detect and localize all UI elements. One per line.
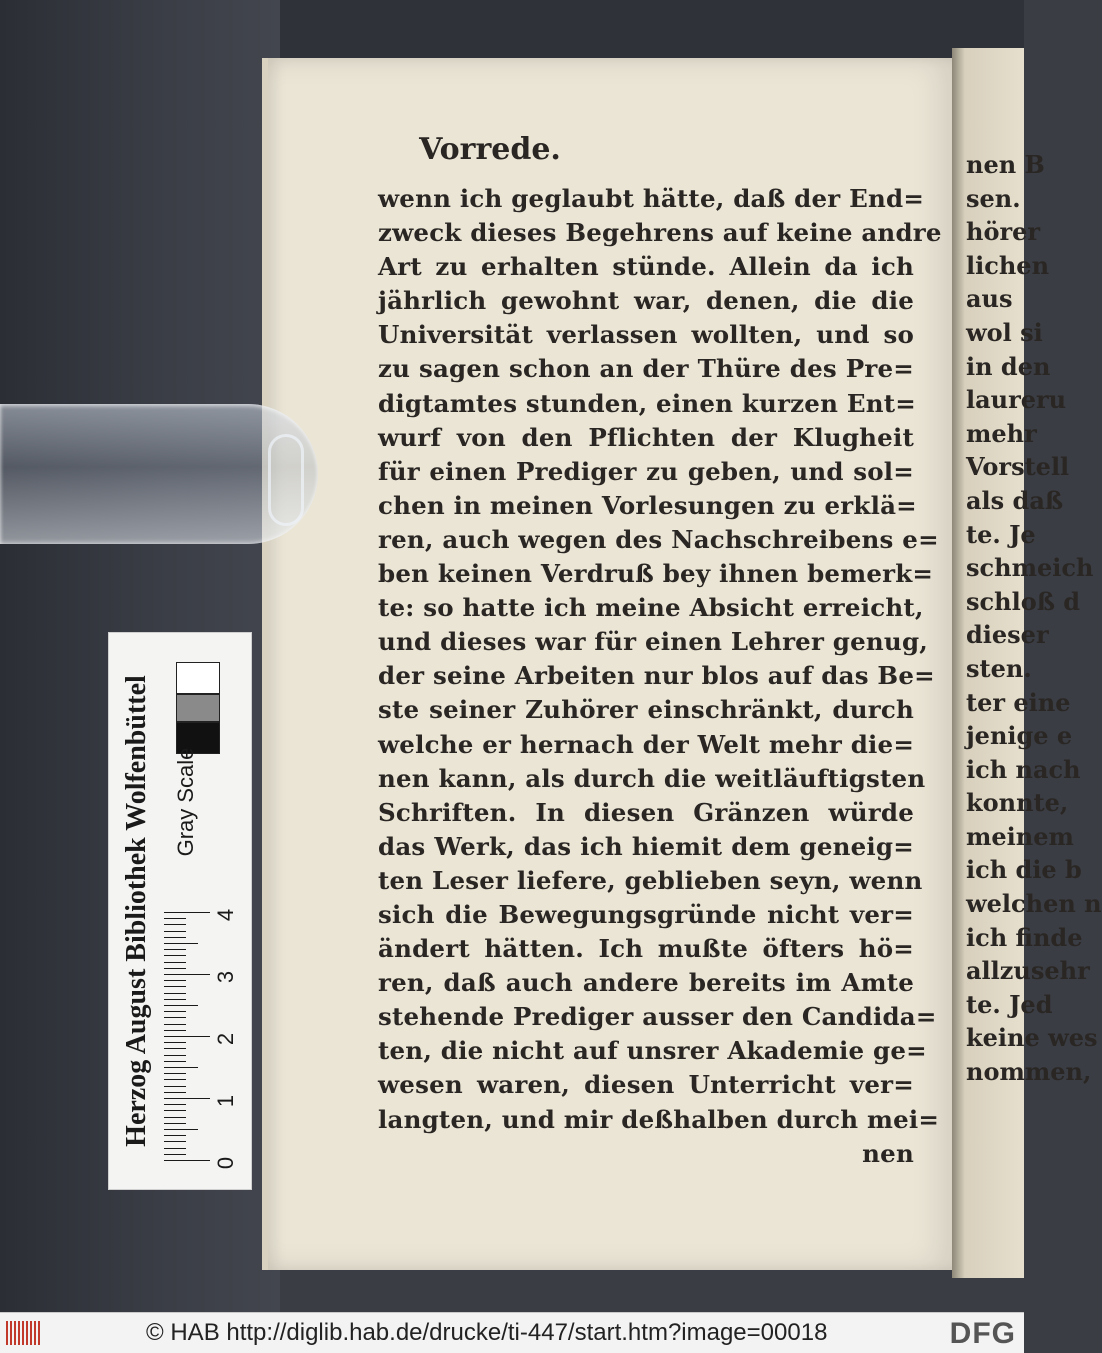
text-line: ren, daß auch andere bereits im Amte [378, 968, 914, 998]
adjacent-text-fragment: als daß [966, 485, 1064, 515]
adjacent-page [952, 48, 1102, 1278]
adjacent-text-fragment: welchen n [966, 889, 1102, 919]
ruler-tick [164, 1098, 210, 1099]
ruler-tick [164, 949, 186, 950]
gray-scale-label: Gray Scale [173, 747, 198, 857]
adjacent-text-fragment: schmeich [966, 553, 1094, 583]
adjacent-text-fragment: in den [966, 351, 1051, 381]
text-line: ten Leser liefere, geblieben seyn, wenn [378, 865, 923, 895]
adjacent-text-fragment: Vorstell [966, 452, 1070, 482]
text-line: Schriften. In diesen Gränzen würde [378, 797, 914, 827]
footer-bar [0, 1312, 1024, 1353]
white-swatch [176, 662, 220, 694]
text-line: zu sagen schon an der Thüre des Pre= [378, 354, 914, 384]
ruler-tick [164, 955, 186, 956]
adjacent-text-fragment: ich finde [966, 922, 1083, 952]
adjacent-text-fragment: sten. [966, 653, 1032, 683]
text-line: welche er hernach der Welt mehr die= [378, 729, 915, 759]
ruler-number: 1 [213, 1094, 238, 1108]
adjacent-text-fragment: ter eine [966, 687, 1071, 717]
ruler-tick [164, 1030, 186, 1031]
adjacent-text-fragment: wol si [966, 317, 1043, 347]
adjacent-text-fragment: sen. [966, 183, 1021, 213]
text-line: wenn ich geglaubt hätte, daß der End= [378, 184, 925, 213]
adjacent-text-fragment: keine wes [966, 1023, 1098, 1053]
ruler-tick [164, 1135, 186, 1136]
ruler-number: 4 [213, 908, 238, 922]
text-line: langten, und mir deßhalben durch mei= [378, 1104, 940, 1134]
text-line: te: so hatte ich meine Absicht erreicht, [378, 593, 924, 623]
text-line: chen in meinen Vorlesungen zu erklä= [378, 490, 917, 520]
page-body [378, 182, 942, 1171]
ruler-tick [164, 993, 186, 994]
ruler-tick [164, 1092, 186, 1093]
copyright-url[interactable]: © HAB http://diglib.hab.de/drucke/ti-447/start.htm?image=00018 [146, 1319, 828, 1346]
ruler-tick [164, 924, 186, 925]
text-line: der seine Arbeiten nur blos auf das Be= [378, 661, 935, 691]
ruler-tick [164, 1073, 186, 1074]
library-name: Herzog August Bibliothek Wolfenbüttel [121, 675, 152, 1147]
text-line: nen [862, 1138, 914, 1168]
ruler-number: 2 [213, 1032, 238, 1046]
ruler-tick [164, 974, 210, 975]
text-line: ren, auch wegen des Nachschreibens e= [378, 524, 939, 554]
ruler-tick [164, 1086, 186, 1087]
text-line: sich die Bewegungsgründe nicht ver= [378, 899, 914, 929]
ruler-tick [164, 1005, 198, 1006]
ruler-tick [164, 1141, 186, 1142]
adjacent-text-fragment: konnte, [966, 788, 1069, 818]
text-line: ten, die nicht auf unsrer Akademie ge= [378, 1036, 927, 1066]
ruler-tick [164, 968, 186, 969]
text-line: Universität verlassen wollten, und so [378, 320, 914, 350]
heading-text: Vorrede. [419, 132, 561, 167]
text-line: ben keinen Verdruß bey ihnen bemerk= [378, 559, 934, 589]
ruler-tick [164, 937, 186, 938]
ruler-tick [164, 1011, 186, 1012]
text-line: wurf von den Pflichten der Klugheit [378, 422, 914, 452]
adjacent-text-fragment: aus [966, 284, 1013, 314]
gray-swatch [176, 694, 220, 722]
ruler-tick [164, 943, 198, 944]
ruler-tick [164, 1160, 210, 1161]
adjacent-text-fragment: ich die b [966, 855, 1082, 885]
dfg-logo: DFG [949, 1317, 1016, 1350]
page-heading [0, 132, 1024, 167]
ruler-tick [164, 1042, 186, 1043]
text-line: für einen Prediger zu geben, und sol= [378, 456, 914, 486]
ruler-tick [164, 1117, 186, 1118]
ruler-tick [164, 1154, 186, 1155]
ruler-number: 3 [213, 970, 238, 984]
ruler-tick [164, 986, 186, 987]
text-line: stehende Prediger ausser den Candida= [378, 1002, 937, 1032]
page-holder-strip [0, 404, 318, 544]
text-line: digtamtes stunden, einen kurzen Ent= [378, 388, 916, 418]
ruler-tick [164, 1123, 186, 1124]
ruler-tick [164, 1110, 186, 1111]
ruler-tick [164, 912, 210, 913]
adjacent-text-fragment: hörer [966, 217, 1041, 247]
adjacent-text-fragment: nommen, [966, 1057, 1092, 1087]
ruler-tick [164, 1055, 186, 1056]
text-line: zweck dieses Begehrens auf keine andre [378, 218, 942, 248]
ruler-tick [164, 980, 186, 981]
adjacent-text-fragment: te. Je [966, 519, 1036, 549]
adjacent-text-fragment: dieser [966, 620, 1049, 650]
adjacent-page-text [966, 148, 1102, 1089]
ruler-tick [164, 1104, 186, 1105]
ruler-tick [164, 1148, 186, 1149]
text-line: und dieses war für einen Lehrer genug, [378, 627, 929, 657]
text-line: das Werk, das ich hiemit dem geneig= [378, 831, 914, 861]
adjacent-text-fragment: mehr [966, 418, 1037, 448]
adjacent-text-fragment: allzusehr [966, 956, 1090, 986]
text-line: ste seiner Zuhörer einschränkt, durch [378, 695, 914, 725]
adjacent-text-fragment: meinem [966, 821, 1074, 851]
ruler-tick [164, 1017, 186, 1018]
ruler-tick [164, 918, 186, 919]
ruler-number: 0 [213, 1156, 238, 1170]
adjacent-text-fragment: jenige e [966, 721, 1073, 751]
text-line: nen kann, als durch die weitläuftigsten [378, 763, 926, 793]
ruler [164, 900, 214, 1160]
ruler-tick [164, 1129, 198, 1130]
adjacent-text-fragment: schloß d [966, 586, 1081, 616]
adjacent-text-fragment: lichen [966, 250, 1050, 280]
text-line: jährlich gewohnt war, denen, die die [378, 286, 914, 316]
ruler-tick [164, 962, 186, 963]
barcode-icon [6, 1321, 40, 1345]
text-line: Art zu erhalten stünde. Allein da ich [378, 252, 914, 282]
adjacent-text-fragment: te. Jed [966, 989, 1053, 1019]
adjacent-text-fragment: nen B [966, 150, 1045, 179]
text-line: wesen waren, diesen Unterricht ver= [378, 1070, 914, 1100]
ruler-tick [164, 1024, 186, 1025]
adjacent-text-fragment: laureru [966, 385, 1067, 415]
ruler-tick [164, 1067, 198, 1068]
ruler-tick [164, 1048, 186, 1049]
text-line: ändert hätten. Ich mußte öfters hö= [378, 934, 914, 964]
adjacent-text-fragment: ich nach [966, 754, 1081, 784]
ruler-tick [164, 1036, 210, 1037]
ruler-tick [164, 1079, 186, 1080]
ruler-tick [164, 999, 186, 1000]
ruler-tick [164, 1061, 186, 1062]
ruler-tick [164, 931, 186, 932]
